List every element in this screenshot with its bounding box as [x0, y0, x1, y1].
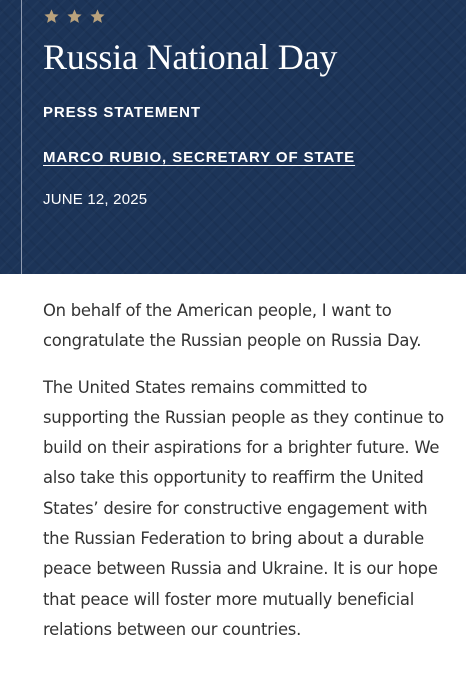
statement-body [43, 296, 453, 661]
statement-date: JUNE 12, 2025 [43, 191, 148, 208]
body-paragraph: The United States remains committed to supporting the Russian people as they continue to build on their aspirations for a brighter future. We also take this opportunity to reaffirm the United States’ desire for constructive engagement with the Russian Federation to bring about a durable peace between Russia and Ukraine. It is our hope that peace will foster more mutually beneficial relations between our countries. [43, 377, 444, 639]
star-icon [43, 8, 60, 25]
star-icon [66, 8, 83, 25]
statement-type-label: PRESS STATEMENT [43, 104, 201, 121]
statement-header [0, 0, 466, 274]
stars-row [43, 8, 106, 25]
page-title: Russia National Day [43, 37, 338, 77]
body-paragraph: On behalf of the American people, I want to congratulate the Russian people on Russia Day. [43, 301, 422, 351]
author-link[interactable]: MARCO RUBIO, SECRETARY OF STATE [43, 149, 356, 166]
header-vertical-rule [21, 0, 22, 274]
star-icon [89, 8, 106, 25]
